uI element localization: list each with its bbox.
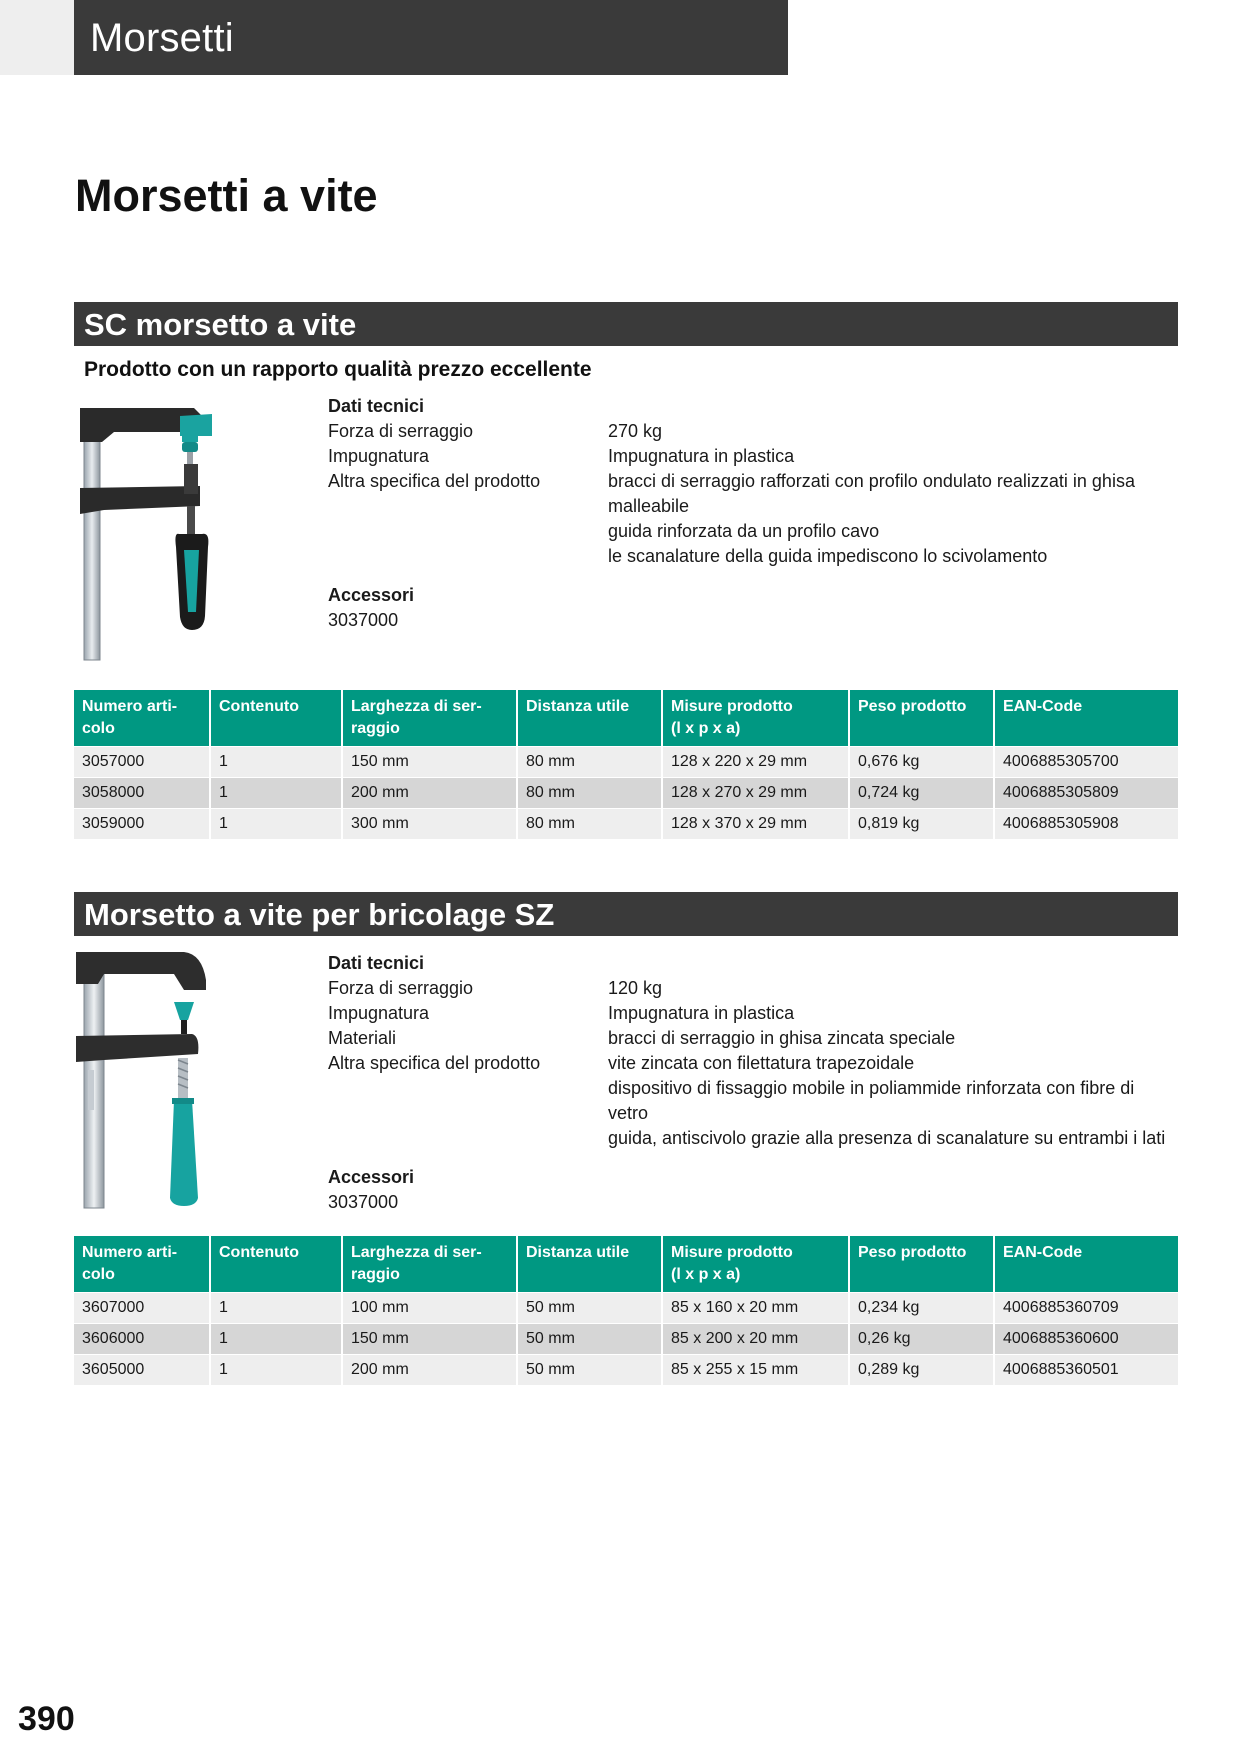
cell-ean: 4006885360501 [994,1355,1178,1386]
col-header-dimensions: Misure prodotto (l x p x a) [662,690,849,747]
spec-row [328,1051,1178,1151]
col-header-distance: Distanza utile [517,690,662,747]
table-row [74,778,1178,809]
corner-tab [0,0,74,75]
table-header-row [74,690,1178,747]
specs-heading: Dati tecnici [328,953,425,973]
spec-value: le scanalature della guida impediscono lo scivolamento [608,546,1048,566]
spec-row [328,419,1178,444]
cell-distance: 80 mm [517,809,662,840]
spec-row [328,469,1178,569]
cell-distance: 80 mm [517,778,662,809]
section-title: Morsetto a vite per bricolage SZ [84,897,555,932]
spec-row [328,1001,1178,1026]
cell-width: 150 mm [342,747,517,778]
col-header-distance: Distanza utile [517,1236,662,1293]
cell-ean: 4006885305700 [994,747,1178,778]
cell-content: 1 [210,1324,342,1355]
cell-dimensions: 85 x 200 x 20 mm [662,1324,849,1355]
spec-row [328,976,1178,1001]
cell-width: 200 mm [342,1355,517,1386]
cell-content: 1 [210,809,342,840]
cell-ean: 4006885360709 [994,1293,1178,1324]
spec-value: bracci di serraggio in ghisa zincata speciale [608,1028,956,1048]
col-header-ean: EAN-Code [994,1236,1178,1293]
col-header-article: Numero arti- colo [74,1236,210,1293]
spec-row [328,444,1178,469]
section-title-bar [74,302,1178,346]
col-header-dimensions: Misure prodotto (l x p x a) [662,1236,849,1293]
section-title: SC morsetto a vite [84,307,357,342]
spec-label: Forza di serraggio [328,978,474,998]
spec-value: Impugnatura in plastica [608,446,795,466]
table-row [74,1324,1178,1355]
cell-dimensions: 128 x 220 x 29 mm [662,747,849,778]
col-header-weight: Peso prodotto [849,1236,994,1293]
cell-distance: 80 mm [517,747,662,778]
cell-dimensions: 128 x 370 x 29 mm [662,809,849,840]
spec-value: guida rinforzata da un profilo cavo [608,521,880,541]
specs-heading: Dati tecnici [328,396,425,416]
cell-weight: 0,676 kg [849,747,994,778]
table-row [74,1355,1178,1386]
cell-article: 3606000 [74,1324,210,1355]
product-section-sz [74,892,1178,1378]
spec-value: 120 kg [608,978,663,998]
page-number: 390 [18,1700,75,1738]
spec-value: 270 kg [608,421,663,441]
spec-label: Forza di serraggio [328,421,474,441]
cell-distance: 50 mm [517,1293,662,1324]
spec-label: Materiali [328,1028,397,1048]
spec-value: Impugnatura in plastica [608,1003,795,1023]
cell-width: 150 mm [342,1324,517,1355]
spec-label: Altra specifica del prodotto [328,1053,541,1073]
accessories-heading: Accessori [328,1167,415,1187]
col-header-content: Contenuto [210,1236,342,1293]
sc-clamp-image [74,402,224,664]
table-row [74,809,1178,840]
table-header-row [74,1236,1178,1293]
cell-weight: 0,234 kg [849,1293,994,1324]
cell-dimensions: 85 x 255 x 15 mm [662,1355,849,1386]
spec-value: vite zincata con filettatura trapezoidale [608,1053,915,1073]
spec-value: dispositivo di fissaggio mobile in poliammide rinforzata con fibre di vetro [608,1078,1135,1123]
technical-data [328,951,1178,1215]
accessories-value: 3037000 [328,610,399,630]
cell-dimensions: 128 x 270 x 29 mm [662,778,849,809]
cell-weight: 0,289 kg [849,1355,994,1386]
cell-content: 1 [210,1355,342,1386]
section-title-bar [74,892,1178,936]
cell-width: 100 mm [342,1293,517,1324]
cell-width: 200 mm [342,778,517,809]
col-header-width: Larghezza di ser- raggio [342,690,517,747]
sz-clamp-image [74,950,224,1212]
cell-ean: 4006885360600 [994,1324,1178,1355]
header-bar [74,0,788,75]
spec-label: Impugnatura [328,1003,430,1023]
spec-value: guida, antiscivolo grazie alla presenza di scanalature su entrambi i lati [608,1128,1166,1148]
product-section-sc [74,302,1178,832]
page-title: Morsetti a vite [75,170,378,221]
table-row [74,747,1178,778]
table-row [74,1293,1178,1324]
product-table [74,690,1178,839]
header-title: Morsetti [90,16,234,60]
cell-article: 3605000 [74,1355,210,1386]
cell-article: 3059000 [74,809,210,840]
accessories-heading: Accessori [328,585,415,605]
section-subtitle: Prodotto con un rapporto qualità prezzo eccellente [84,358,592,381]
cell-ean: 4006885305809 [994,778,1178,809]
cell-article: 3058000 [74,778,210,809]
product-table [74,1236,1178,1385]
cell-distance: 50 mm [517,1324,662,1355]
cell-article: 3607000 [74,1293,210,1324]
cell-ean: 4006885305908 [994,809,1178,840]
spec-value: bracci di serraggio rafforzati con profilo ondulato realizzati in ghisa malleabile [608,471,1135,516]
col-header-width: Larghezza di ser- raggio [342,1236,517,1293]
technical-data [328,394,1178,633]
col-header-weight: Peso prodotto [849,690,994,747]
cell-weight: 0,819 kg [849,809,994,840]
cell-content: 1 [210,778,342,809]
col-header-ean: EAN-Code [994,690,1178,747]
cell-weight: 0,724 kg [849,778,994,809]
accessories-value: 3037000 [328,1192,399,1212]
cell-distance: 50 mm [517,1355,662,1386]
spec-label: Altra specifica del prodotto [328,471,541,491]
cell-weight: 0,26 kg [849,1324,994,1355]
col-header-article: Numero arti- colo [74,690,210,747]
spec-label: Impugnatura [328,446,430,466]
col-header-content: Contenuto [210,690,342,747]
cell-dimensions: 85 x 160 x 20 mm [662,1293,849,1324]
spec-row [328,1026,1178,1051]
cell-content: 1 [210,747,342,778]
cell-article: 3057000 [74,747,210,778]
cell-width: 300 mm [342,809,517,840]
cell-content: 1 [210,1293,342,1324]
